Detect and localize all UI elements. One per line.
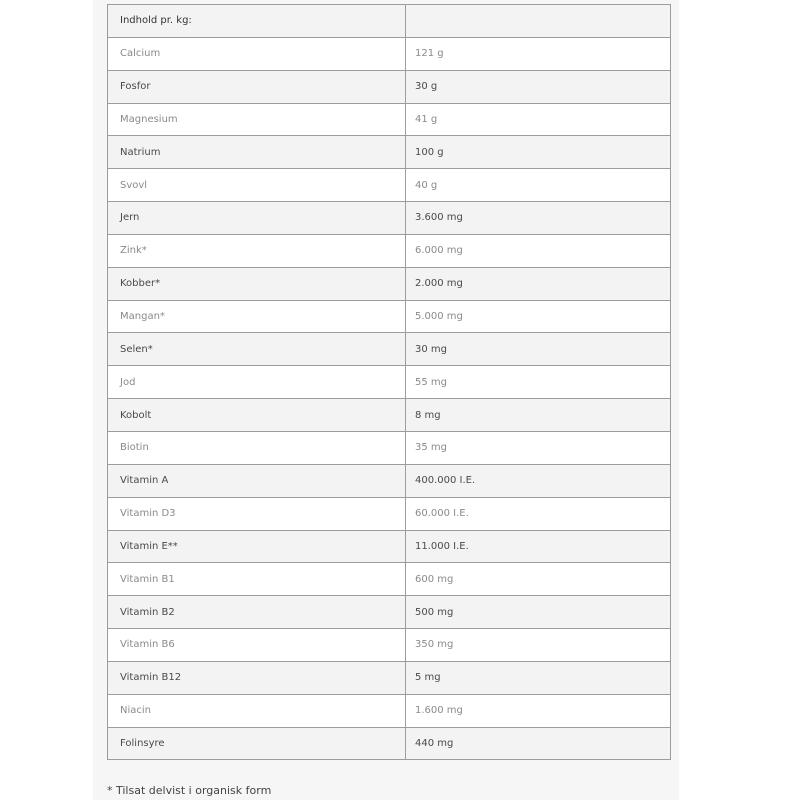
table-row: [108, 234, 671, 267]
nutrient-amount-cell: 600 mg: [406, 563, 671, 596]
nutrient-name-cell: Vitamin A: [108, 464, 406, 497]
nutrient-name-cell: Selen*: [108, 333, 406, 366]
table-row: [108, 300, 671, 333]
nutrient-name-cell: Vitamin D3: [108, 497, 406, 530]
nutrient-name-cell: Magnesium: [108, 103, 406, 136]
table-row: [108, 596, 671, 629]
nutrient-table-body: [108, 5, 671, 760]
nutrient-amount-cell: 55 mg: [406, 366, 671, 399]
nutrient-name-cell: Kobolt: [108, 399, 406, 432]
nutrient-amount-cell: 41 g: [406, 103, 671, 136]
nutrient-name-cell: Zink*: [108, 234, 406, 267]
nutrient-amount-cell: 30 g: [406, 70, 671, 103]
table-row: [108, 727, 671, 760]
table-row: [108, 169, 671, 202]
nutrient-name-cell: Folinsyre: [108, 727, 406, 760]
table-row: [108, 497, 671, 530]
nutrient-amount-cell: 11.000 I.E.: [406, 530, 671, 563]
nutrient-amount-cell: 5 mg: [406, 661, 671, 694]
table-row: [108, 629, 671, 662]
nutrient-name-cell: Jern: [108, 202, 406, 235]
nutrient-amount-cell: 6.000 mg: [406, 234, 671, 267]
nutrient-amount-cell: 40 g: [406, 169, 671, 202]
nutrient-name-cell: Vitamin B1: [108, 563, 406, 596]
nutrient-name-cell: Vitamin E**: [108, 530, 406, 563]
nutrient-amount-cell: 2.000 mg: [406, 267, 671, 300]
nutrient-name-cell: Jod: [108, 366, 406, 399]
nutrient-name-cell: Natrium: [108, 136, 406, 169]
table-row: [108, 37, 671, 70]
table-row: [108, 661, 671, 694]
table-row: [108, 202, 671, 235]
nutrient-amount-cell: 1.600 mg: [406, 694, 671, 727]
nutrient-amount-cell: 500 mg: [406, 596, 671, 629]
table-row: [108, 103, 671, 136]
nutrient-amount-cell: 60.000 I.E.: [406, 497, 671, 530]
nutrient-name-cell: Kobber*: [108, 267, 406, 300]
nutrient-amount-cell: 400.000 I.E.: [406, 464, 671, 497]
nutrient-name-cell: Vitamin B6: [108, 629, 406, 662]
nutrient-name-cell: Svovl: [108, 169, 406, 202]
table-row: [108, 267, 671, 300]
header-value-cell: [406, 5, 671, 38]
table-row: [108, 136, 671, 169]
nutrient-amount-cell: 440 mg: [406, 727, 671, 760]
header-label-cell: Indhold pr. kg:: [108, 5, 406, 38]
nutrient-amount-cell: 5.000 mg: [406, 300, 671, 333]
table-header-row: [108, 5, 671, 38]
nutrient-amount-cell: 121 g: [406, 37, 671, 70]
table-row: [108, 563, 671, 596]
nutrient-name-cell: Vitamin B12: [108, 661, 406, 694]
table-row: [108, 399, 671, 432]
nutrient-name-cell: Mangan*: [108, 300, 406, 333]
nutrient-amount-cell: 35 mg: [406, 431, 671, 464]
nutrient-amount-cell: 30 mg: [406, 333, 671, 366]
nutrient-name-cell: Biotin: [108, 431, 406, 464]
table-row: [108, 530, 671, 563]
nutrient-name-cell: Niacin: [108, 694, 406, 727]
table-row: [108, 464, 671, 497]
table-row: [108, 333, 671, 366]
nutrient-amount-cell: 350 mg: [406, 629, 671, 662]
nutrient-amount-cell: 3.600 mg: [406, 202, 671, 235]
table-row: [108, 366, 671, 399]
table-row: [108, 694, 671, 727]
table-row: [108, 70, 671, 103]
nutrient-table: [107, 4, 671, 760]
nutrient-name-cell: Calcium: [108, 37, 406, 70]
nutrient-name-cell: Vitamin B2: [108, 596, 406, 629]
nutrient-amount-cell: 8 mg: [406, 399, 671, 432]
table-row: [108, 431, 671, 464]
nutrient-amount-cell: 100 g: [406, 136, 671, 169]
nutrient-name-cell: Fosfor: [108, 70, 406, 103]
footnote: * Tilsat delvist i organisk form: [107, 784, 272, 797]
